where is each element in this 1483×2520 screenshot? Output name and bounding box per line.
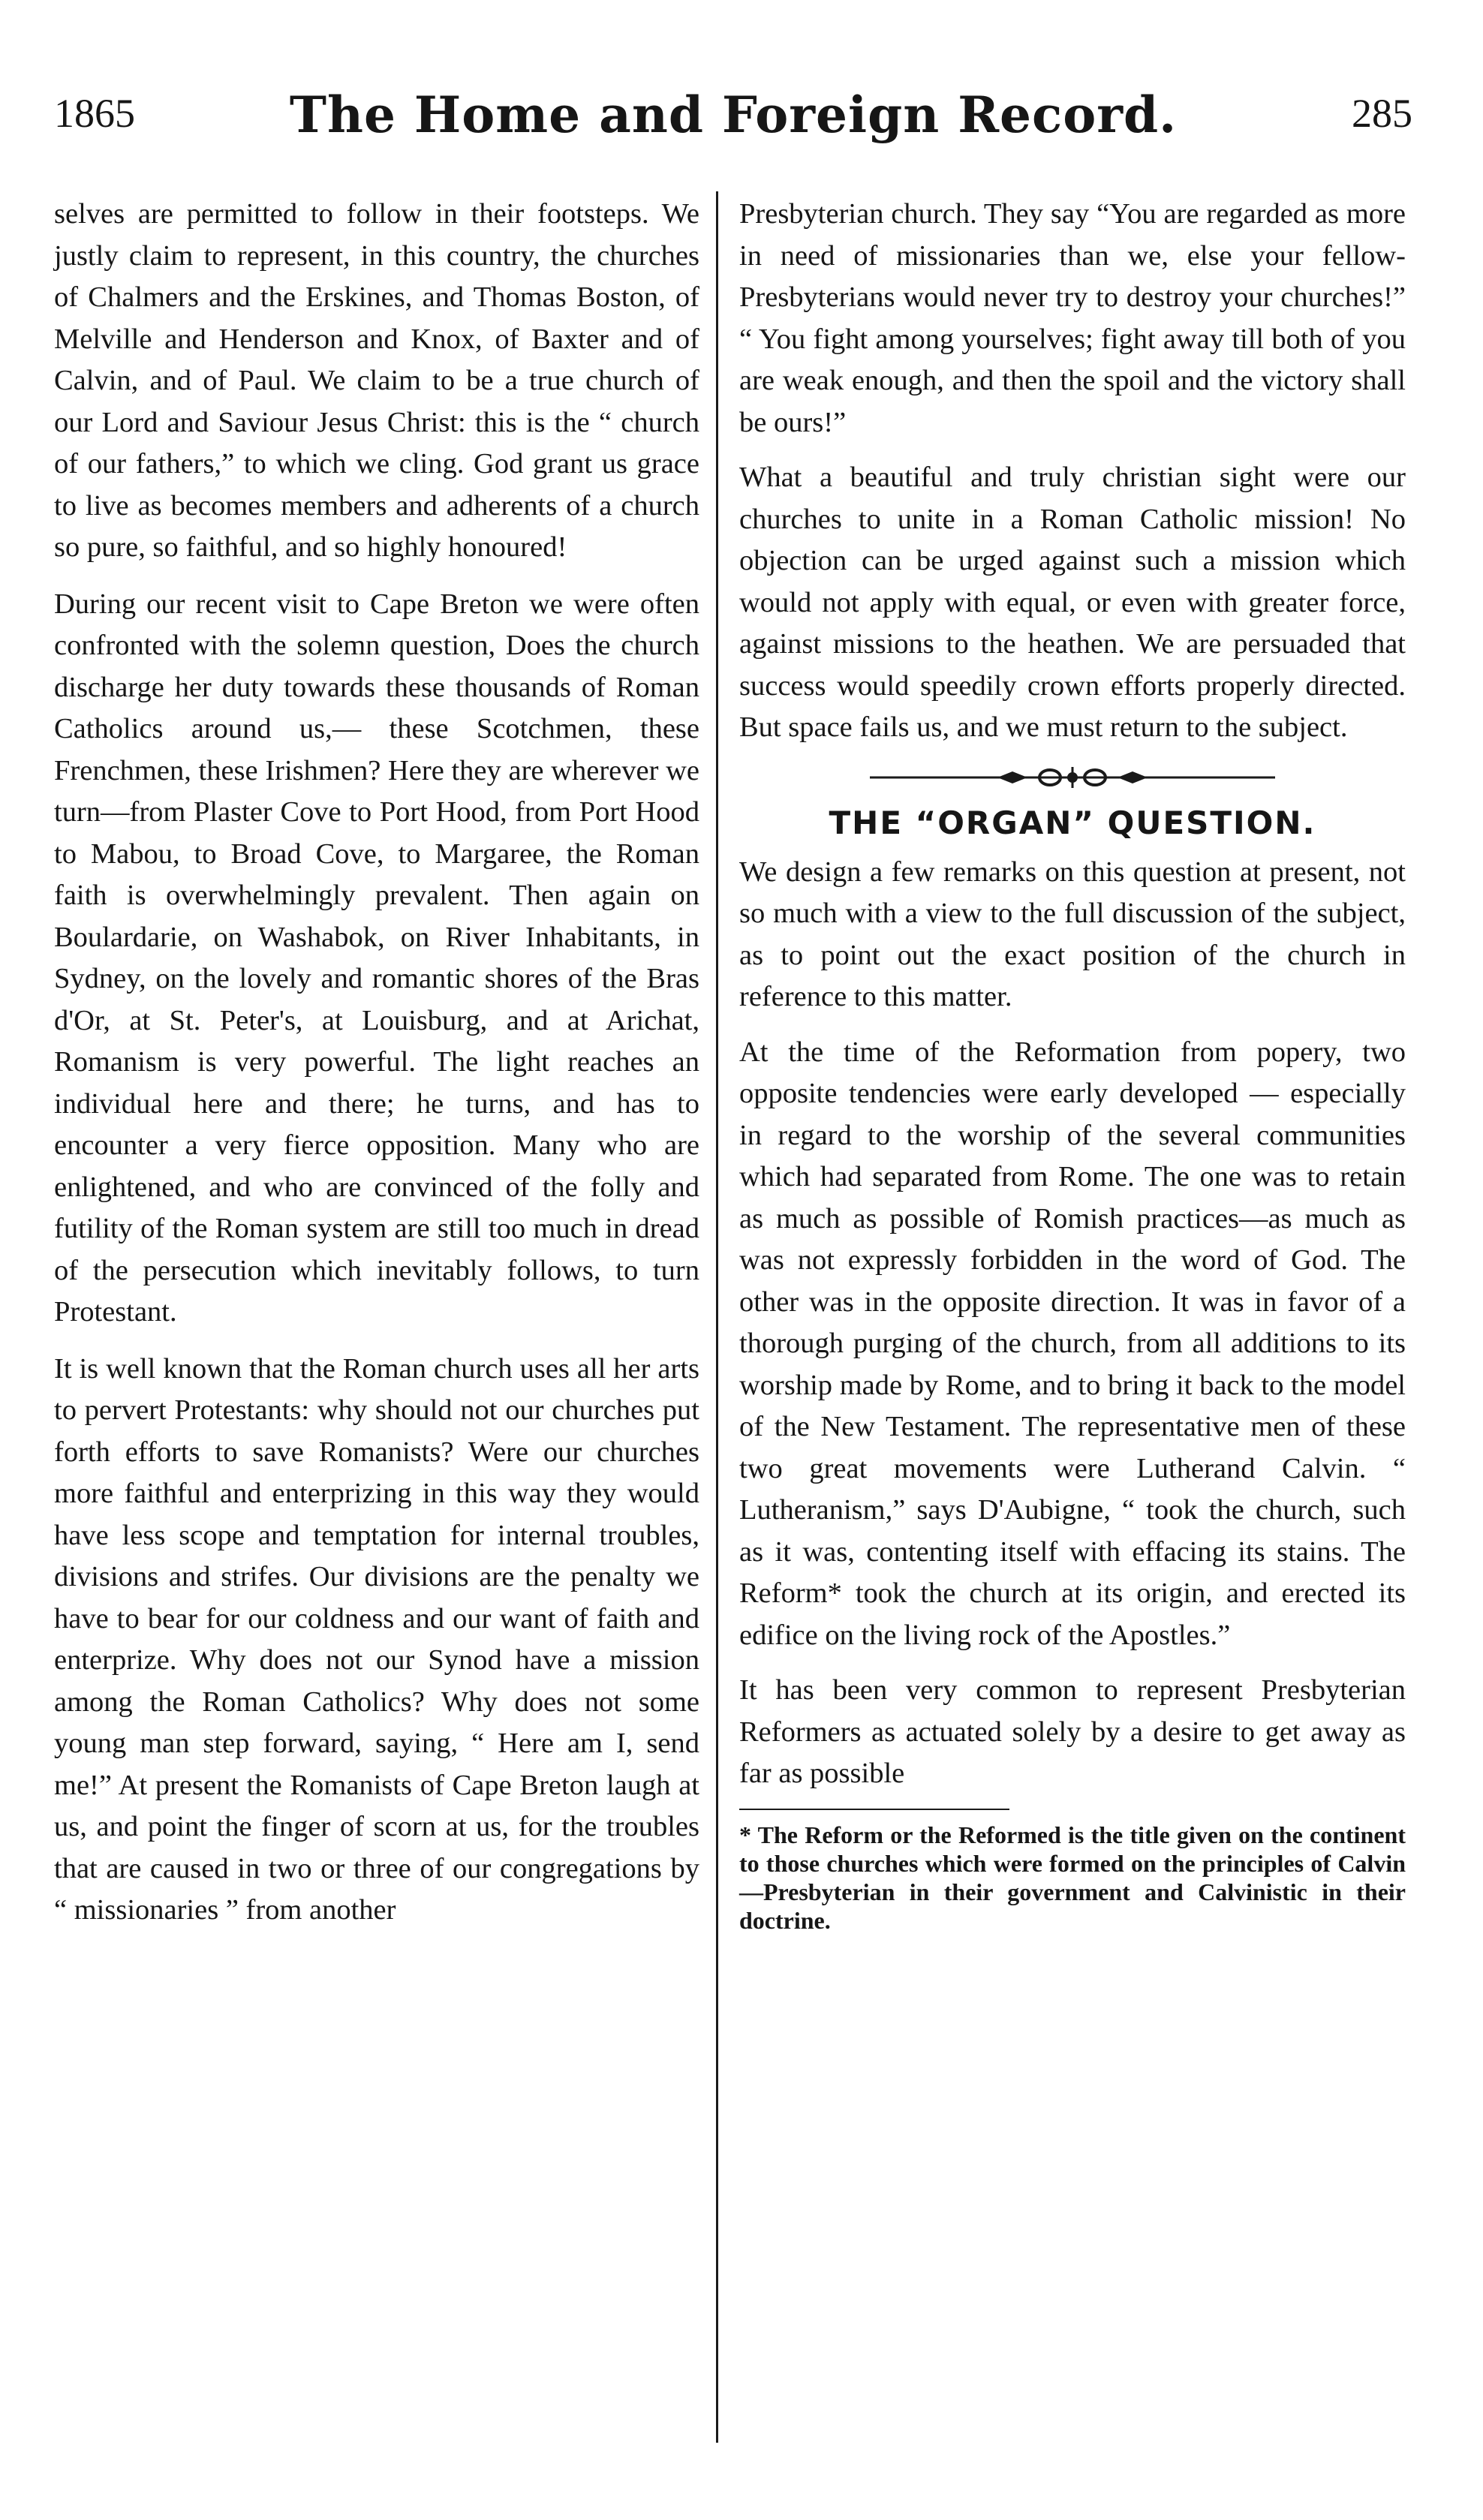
left-column bbox=[54, 194, 699, 1947]
section-ornament bbox=[870, 762, 1275, 792]
paragraph: It is well known that the Roman church uses all her arts to pervert Protestants: why should not our churches put forth efforts to save Romanists? Were our churches more faithful and enterprizing in this way they would have less scope and temptation for internal troubles, divisions and strifes. Our divisions are the penalty we have to bear for our coldness and our want of faith and enterprize. Why does not our Synod have a mission among the Roman Catholics? Why does not some young man step forward, saying, “ Here am I, send me!” At present the Romanists of Cape Breton laugh at us, and point the finger of scorn at us, for the troubles that are caused in two or three of our congregations by “ missionaries ” from another bbox=[54, 1352, 699, 1926]
section-title: THE “ORGAN” QUESTION. bbox=[829, 804, 1316, 841]
footnote-rule bbox=[739, 1809, 1009, 1810]
footnote: * The Reform or the Reformed is the title given on the continent to those churches which were formed on the principles of Calvin—Presbyterian in their government and Calvinistic in their doctrine. bbox=[739, 1821, 1406, 1934]
paragraph: It has been very common to represent Presbyterian Reformers as actuated solely by a desire to get away as far as possible bbox=[739, 1674, 1406, 1789]
paragraph: selves are permitted to follow in their footsteps. We justly claim to represent, in this country, the churches of Chalmers and the Erskines, and Thomas Boston, of Melville and Henderson and Knox, of Baxter and of Calvin, and of Paul. We claim to be a true church of our Lord and Saviour Jesus Christ: this is the “ church of our fathers,” to which we cling. God grant us grace to live as becomes members and adherents of a church so pure, so faithful, and so highly honoured! bbox=[54, 198, 699, 563]
header-year: 1865 bbox=[54, 91, 135, 136]
column-divider bbox=[716, 191, 718, 2443]
paragraph: We design a few remarks on this question at present, not so much with a view to the full discussion of the subject, as to point out the exact position of the church in reference to this matter. bbox=[739, 856, 1406, 1012]
page-header bbox=[54, 86, 1412, 173]
paragraph: At the time of the Reformation from popery, two opposite tendencies were early developed — especially in regard to the worship of the several communities which had separated from Rome. The one was to retain as much as possible of Romish practices—as much as was not expressly forbidden in the word of God. The other was in the opposite direction. It was in favor of a thorough purging of the church, from all additions to its worship made by Rome, and to bring it back to the model of the New Testament. The representative men of these two great movements were Lutherand Calvin. “ Lutheranism,” says D'Aubigne, “ took the church, such as it was, contenting itself with effacing its stains. The Reform* took the church at its origin, and erected its edifice on the living rock of the Apostles.” bbox=[739, 1036, 1406, 1651]
page-number: 285 bbox=[1352, 91, 1412, 136]
journal-title: The Home and Foreign Record. bbox=[289, 86, 1178, 144]
paragraph: What a beautiful and truly christian sight were our churches to unite in a Roman Catholic mission! No objection can be urged against such a mission which would not apply with equal, or even with greater force, against missions to the heathen. We are persuaded that success would speedily crown efforts properly directed. But space fails us, and we must return to the subject. bbox=[739, 462, 1406, 743]
paragraph: During our recent visit to Cape Breton we were often confronted with the solemn question, Does the church discharge her duty towards these thousands of Roman Catholics around us,— these Scotchmen, these Frenchmen, these Irishmen? Here they are wherever we turn—from Plaster Cove to Port Hood, from Port Hood to Mabou, to Broad Cove, to Margaree, the Roman faith is overwhelmingly prevalent. Then again on Boulardarie, on Washabok, on River Inhabitants, in Sydney, on the lovely and romantic shores of the Bras d'Or, at St. Peter's, at Louisburg, and at Arichat, Romanism is very powerful. The light reaches an individual here and there; he turns, and has to encounter a very fierce opposition. Many who are enlightened, and who are convinced of the folly and futility of the Roman system are still too much in dread of the persecution which inevitably follows, to turn Protestant. bbox=[54, 588, 699, 1328]
right-column bbox=[739, 194, 1406, 1935]
paragraph: Presbyterian church. They say “You are regarded as more in need of missionaries than we, else your fellow-Presbyterians would never try to destroy your churches!” “ You fight among yourselves; fight away till both of you are weak enough, and then the spoil and the victory shall be ours!” bbox=[739, 198, 1406, 438]
